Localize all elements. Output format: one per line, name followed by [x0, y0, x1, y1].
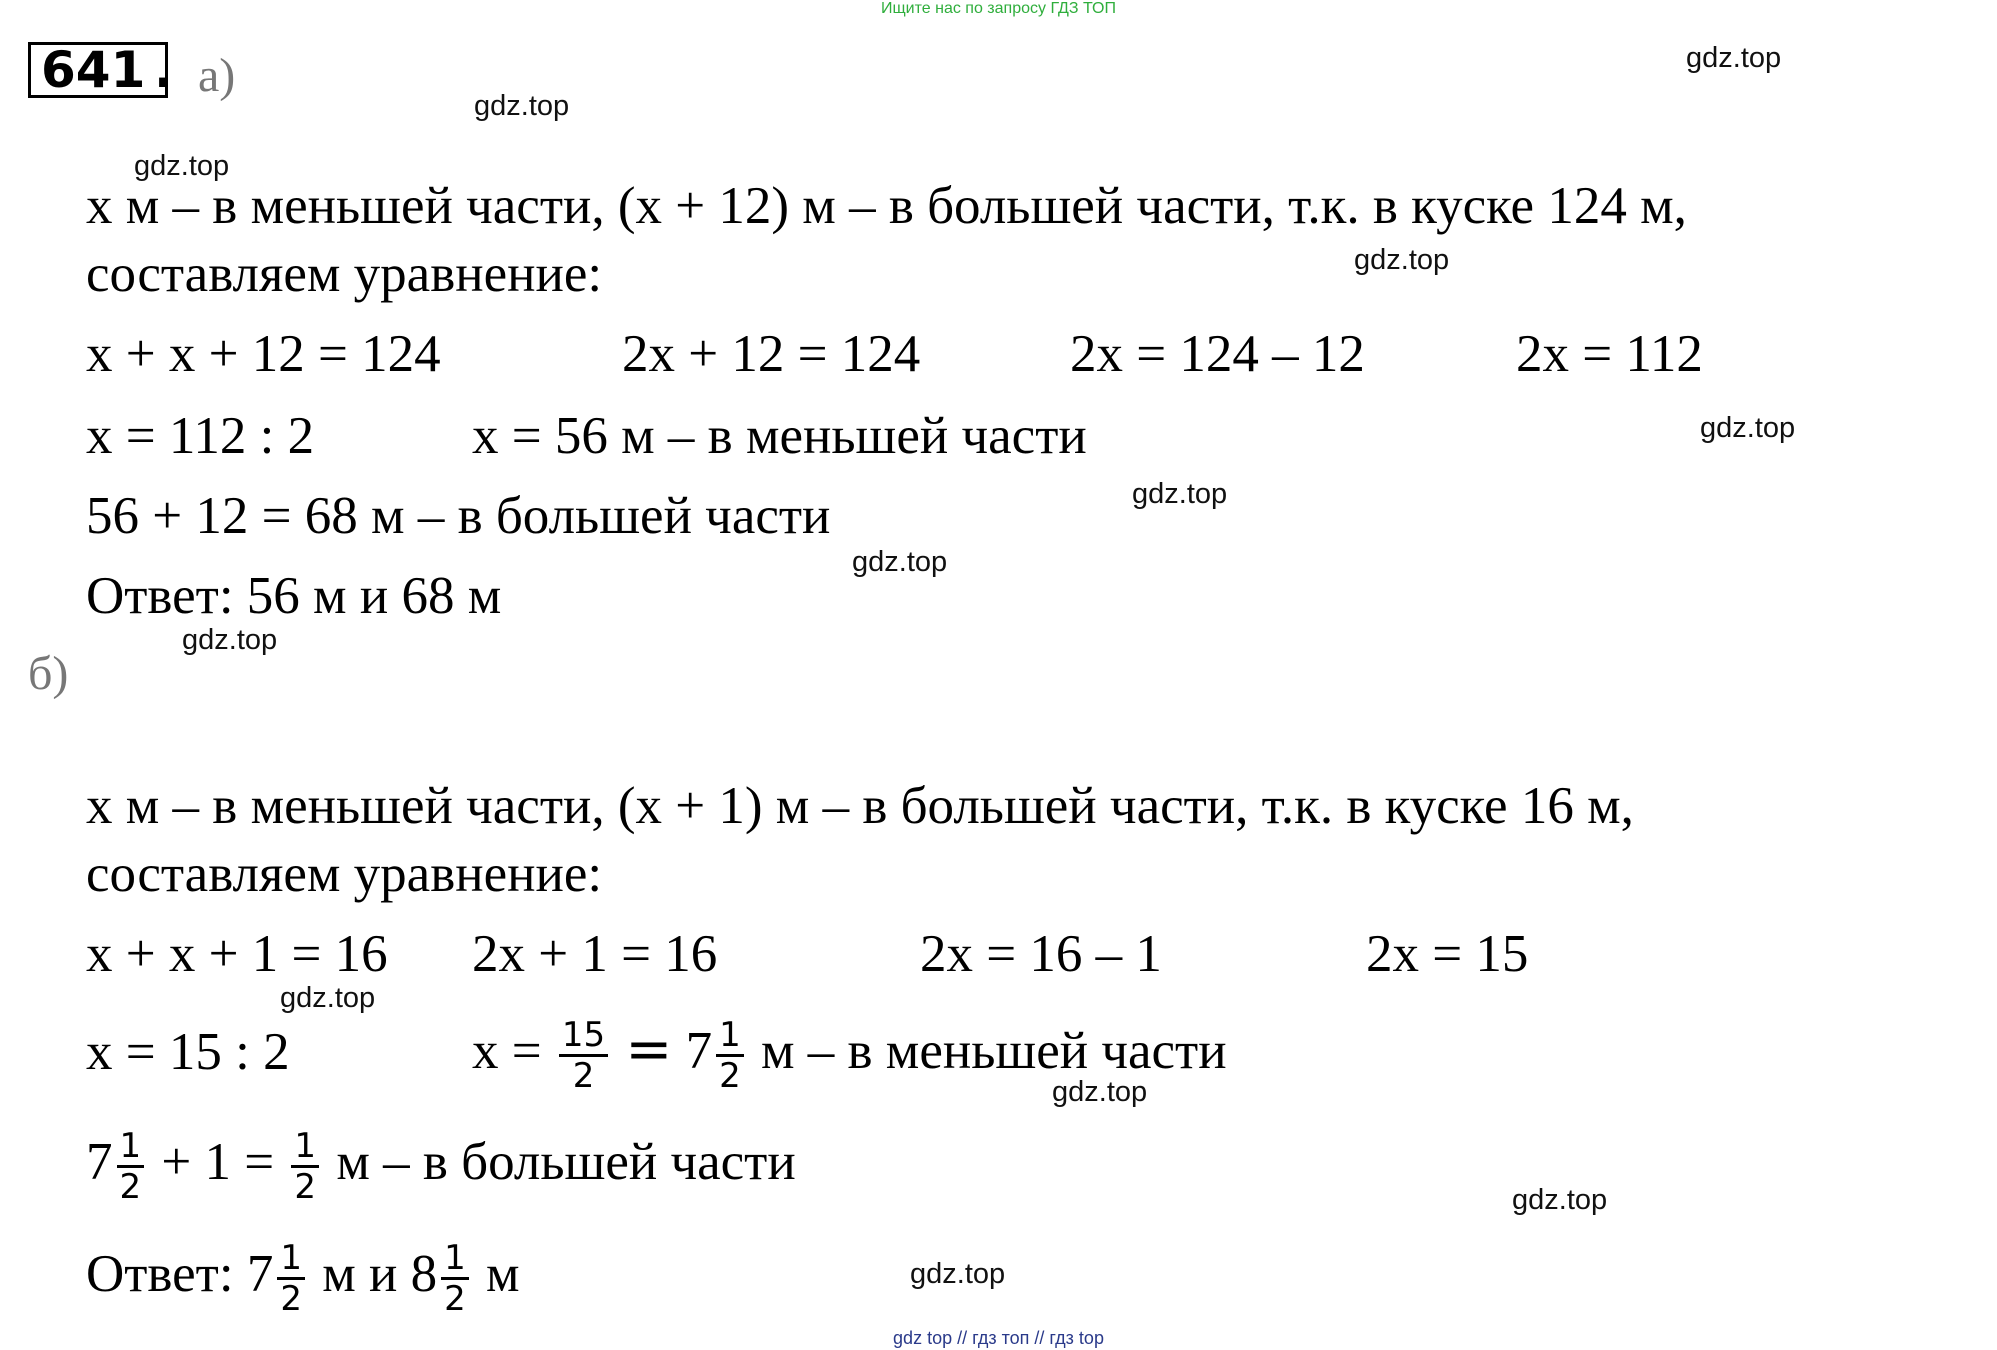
- part-a-line1: х м – в меньшей части, (х + 12) м – в большей части, т.к. в куске 124 м,: [86, 177, 1687, 235]
- part-b-eq1: х + х + 1 = 16: [86, 925, 388, 983]
- watermark: gdz.top: [1052, 1076, 1148, 1108]
- answer-2-numerator: 1: [441, 1239, 469, 1280]
- watermark: gdz.top: [852, 546, 948, 578]
- watermark: gdz.top: [280, 982, 376, 1014]
- eq7-tail: м – в большей части: [336, 1133, 796, 1191]
- part-a-label: а): [198, 49, 236, 102]
- part-a-answer: Ответ: 56 м и 68 м: [86, 567, 502, 625]
- answer-unit: м: [486, 1245, 520, 1303]
- eq6-lhs: х =: [472, 1022, 542, 1080]
- eq6-equals: =: [625, 1017, 673, 1082]
- part-b-eq5: х = 15 : 2: [86, 1023, 290, 1081]
- part-b-eq4: 2х = 15: [1366, 925, 1529, 983]
- answer-1-fraction: [277, 1239, 305, 1318]
- watermark: gdz.top: [1700, 412, 1796, 444]
- problem-number-dot: .: [154, 41, 173, 99]
- part-a-eq6: х = 56 м – в меньшей части: [472, 407, 1087, 465]
- eq7-result-fraction: [291, 1127, 319, 1206]
- top-banner[interactable]: Ищите нас по запросу ГДЗ ТОП: [881, 0, 1116, 17]
- eq7-numerator: 1: [117, 1127, 145, 1168]
- answer-2-fraction: [441, 1239, 469, 1318]
- part-a-line2: составляем уравнение:: [86, 245, 603, 303]
- eq7-denominator: 2: [119, 1167, 142, 1208]
- eq6-fraction-denominator: 2: [572, 1056, 595, 1097]
- eq7-result-denominator: 2: [294, 1167, 317, 1208]
- eq7-middle: + 1 =: [161, 1133, 275, 1191]
- eq6-mixed-numerator: 1: [716, 1016, 744, 1057]
- eq6-mixed-fraction: [716, 1016, 744, 1095]
- eq6-tail: м – в меньшей части: [760, 1022, 1227, 1080]
- watermark: gdz.top: [910, 1258, 1006, 1290]
- part-b-eq3: 2х = 16 – 1: [920, 925, 1162, 983]
- watermark: gdz.top: [474, 90, 570, 122]
- watermark: gdz.top: [1354, 244, 1450, 276]
- eq7-fraction: [117, 1127, 145, 1206]
- watermark: gdz.top: [1512, 1184, 1608, 1216]
- eq6-fraction: [559, 1016, 608, 1095]
- watermark: gdz.top: [134, 150, 230, 182]
- problem-number: 641: [28, 42, 168, 98]
- part-b-answer: [86, 1224, 520, 1324]
- eq6-mixed-denominator: 2: [719, 1056, 741, 1097]
- watermark: gdz.top: [182, 624, 278, 656]
- answer-label: Ответ:: [86, 1245, 234, 1303]
- part-a-eq4: 2х = 112: [1516, 325, 1703, 383]
- eq6-whole: 7: [685, 1022, 713, 1080]
- answer-1-denominator: 2: [280, 1279, 302, 1320]
- answer-1-numerator: 1: [277, 1239, 305, 1280]
- part-a-eq2: 2х + 12 = 124: [622, 325, 921, 383]
- eq7-result-numerator: 1: [291, 1127, 319, 1168]
- part-b-line2: составляем уравнение:: [86, 845, 603, 903]
- footer-links[interactable]: gdz top // гдз топ // гдз top: [893, 1328, 1104, 1348]
- eq6-fraction-numerator: 15: [559, 1016, 608, 1057]
- part-b-eq7: [86, 1112, 796, 1212]
- watermark: gdz.top: [1132, 478, 1228, 510]
- answer-2-denominator: 2: [444, 1279, 466, 1320]
- part-b-label: б): [28, 647, 69, 700]
- watermark: gdz.top: [1686, 42, 1782, 74]
- part-a-eq3: 2х = 124 – 12: [1070, 325, 1365, 383]
- part-b-line1: х м – в меньшей части, (х + 1) м – в большей части, т.к. в куске 16 м,: [86, 777, 1634, 835]
- part-a-eq7: 56 + 12 = 68 м – в большей части: [86, 487, 831, 545]
- eq7-whole: 7: [86, 1133, 113, 1191]
- part-b-eq2: 2х + 1 = 16: [472, 925, 718, 983]
- part-a-eq1: х + х + 12 = 124: [86, 325, 441, 383]
- part-a-eq5: х = 112 : 2: [86, 407, 315, 465]
- answer-1-whole: 7: [246, 1245, 274, 1303]
- answer-middle: м и 8: [322, 1245, 438, 1303]
